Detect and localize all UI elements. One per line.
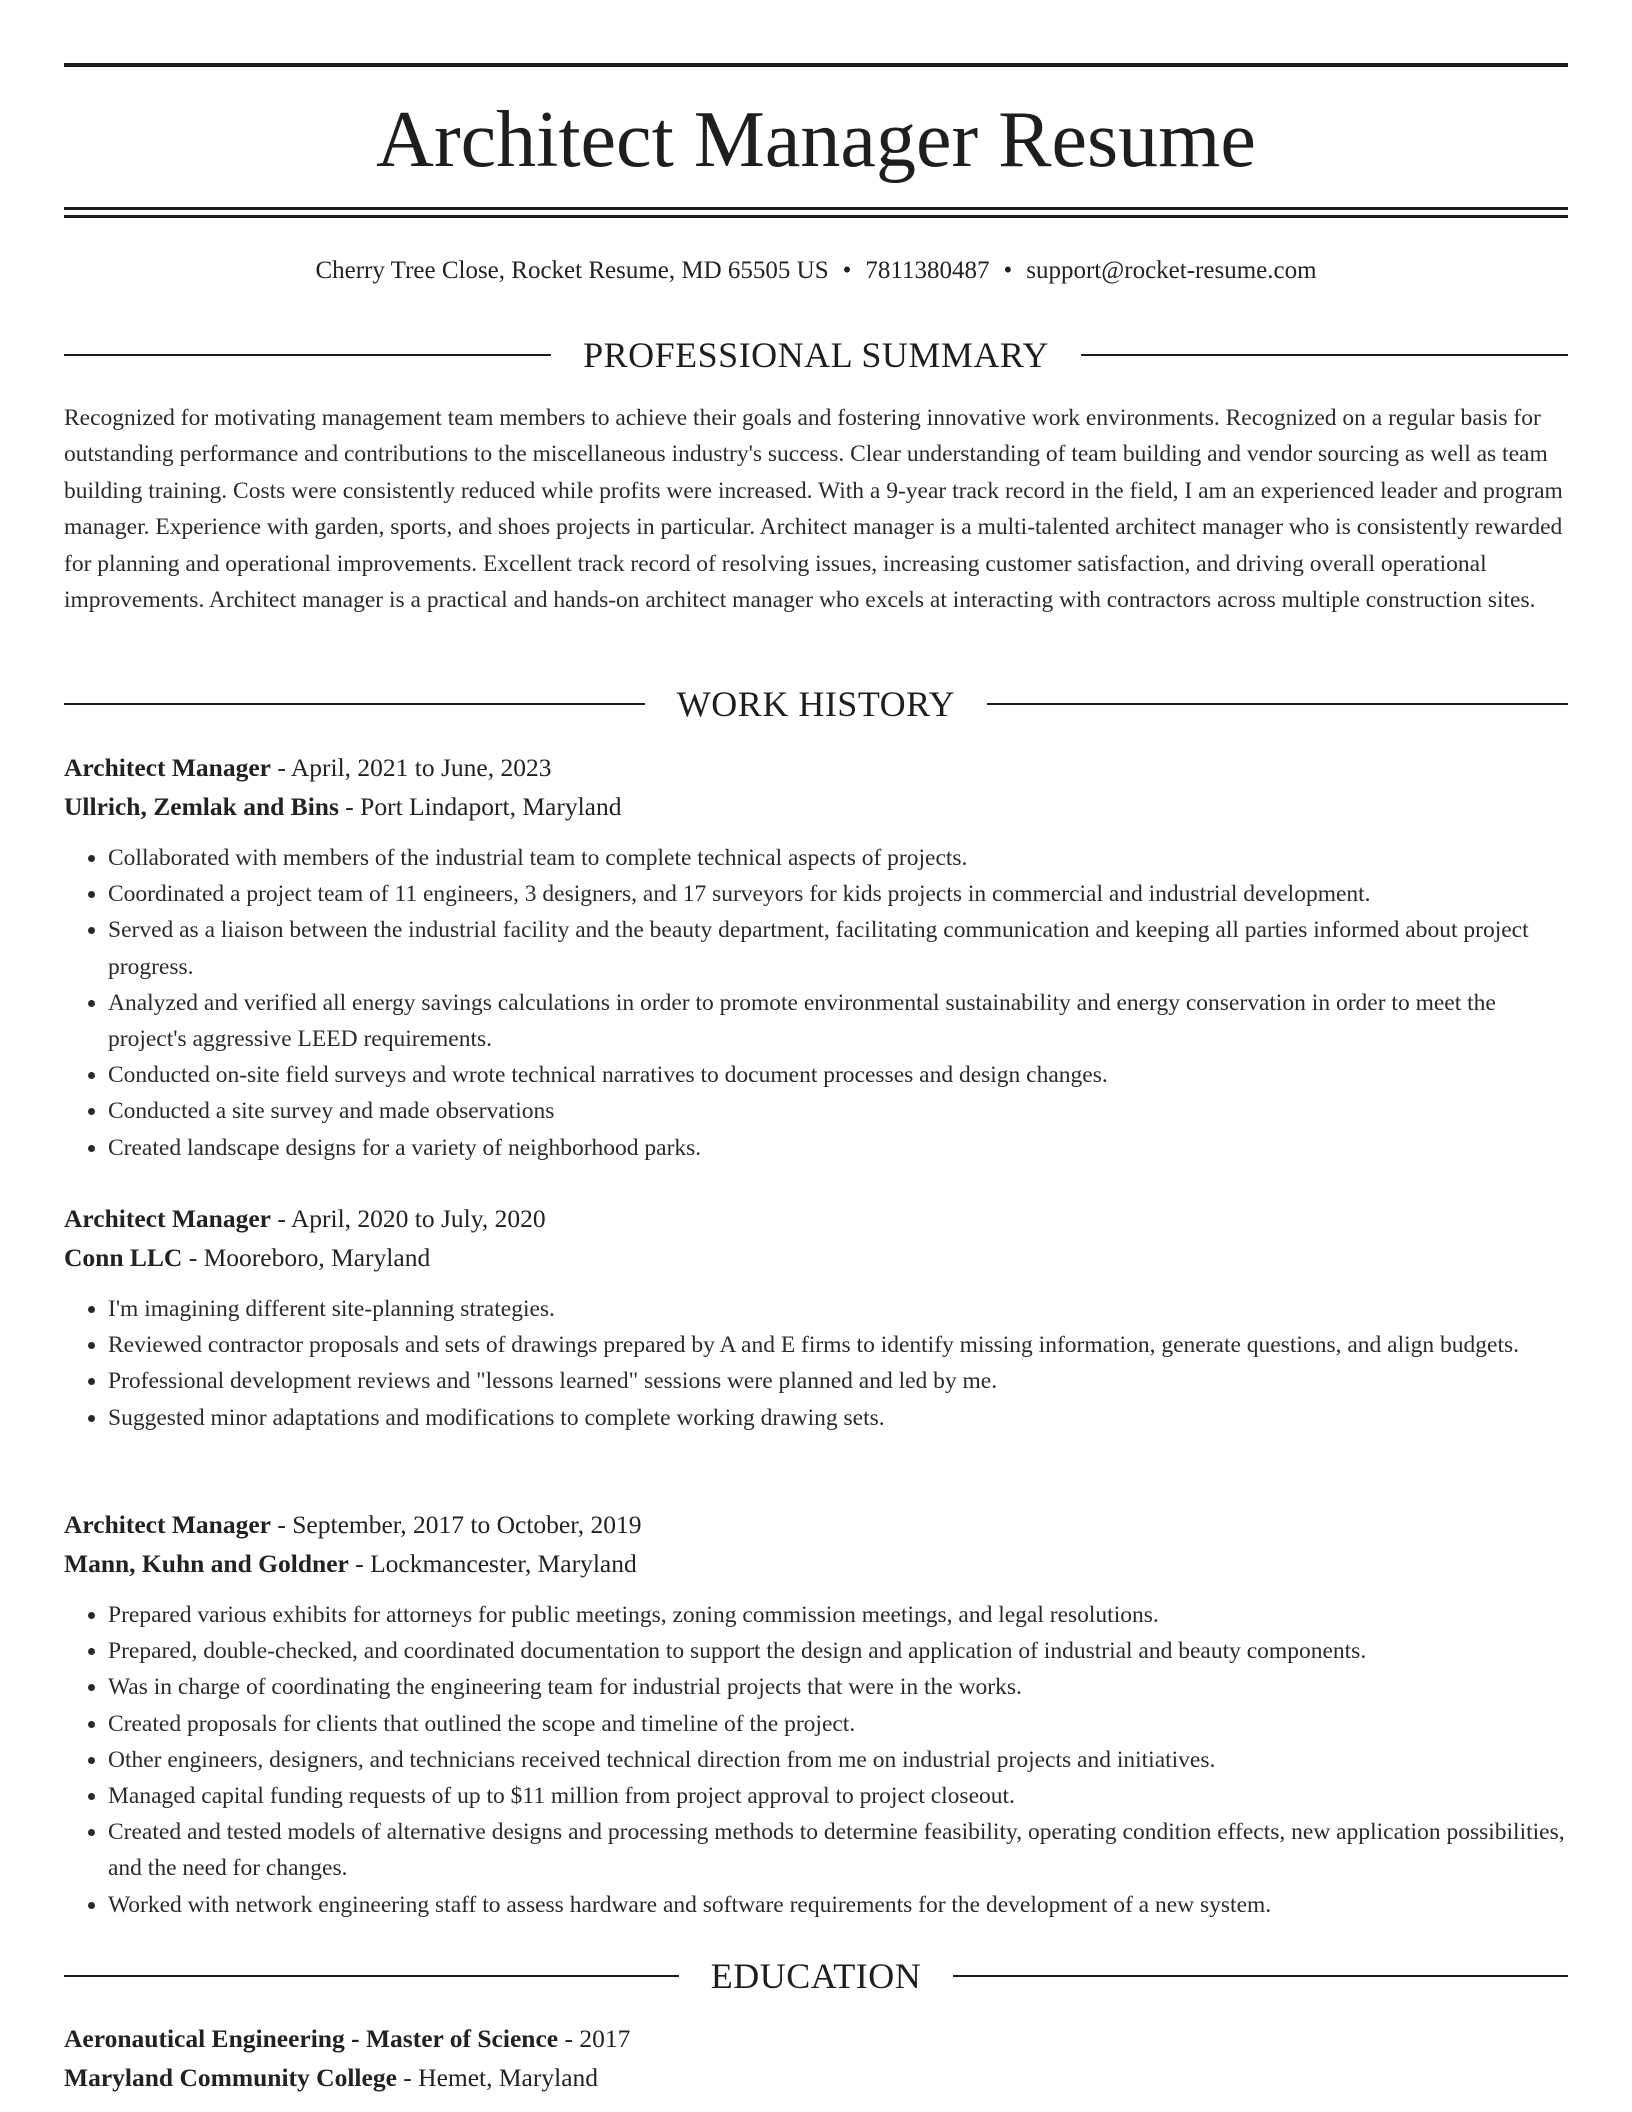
heading-rule: [987, 703, 1568, 705]
education-school-line: Maryland Community College - Hemet, Maryland: [64, 2063, 599, 2092]
job-location: Mooreboro, Maryland: [203, 1243, 431, 1272]
heading-rule: [64, 1975, 679, 1977]
list-item: • Created and tested models of alternative designs and processing methods to determine feasibility, operating condition effects, new application possibilities, and the need for changes.: [108, 1814, 1568, 1886]
job-entry: [64, 1199, 1568, 1436]
job-dates: April, 2021 to June, 2023: [290, 753, 552, 782]
title-rule-upper: [64, 207, 1568, 210]
list-item: • Created proposals for clients that outlined the scope and timeline of the project.: [108, 1706, 1568, 1742]
job-entry: [64, 1505, 1568, 1923]
summary-text: Recognized for motivating management team members to achieve their goals and fostering innovative work environments. Recognized on a regular basis for outstanding performance and contributions to the miscellaneous industry's success. Clear understanding of team building and vendor sourcing as well as team building training. Costs were consistently reduced while profits were increased. With a 9-year track record in the field, I am an experienced leader and program manager. Experience with garden, sports, and shoes projects in particular. Architect manager is a multi-talented architect manager who is consistently rewarded for planning and operational improvements. Excellent track record of resolving issues, increasing customer satisfaction, and driving overall operational improvements. Architect manager is a practical and hands-on architect manager who excels at interacting with contractors across multiple construction sites.: [64, 405, 1563, 614]
job-company: Mann, Kuhn and Goldner: [64, 1549, 349, 1578]
job-company-line: Mann, Kuhn and Goldner - Lockmancester, Maryland: [64, 1549, 637, 1578]
title-rule-lower: [64, 215, 1568, 218]
education-year: 2017: [579, 2024, 631, 2053]
list-item: • Other engineers, designers, and technicians received technical direction from me on industrial projects and initiatives.: [108, 1742, 1568, 1778]
list-item: • Prepared various exhibits for attorneys for public meetings, zoning commission meetings, and legal resolutions.: [108, 1597, 1568, 1633]
contact-email: support@rocket-resume.com: [1026, 257, 1317, 284]
job-company-line: Ullrich, Zemlak and Bins - Port Lindaport, Maryland: [64, 792, 622, 821]
list-item: • Suggested minor adaptations and modifications to complete working drawing sets.: [108, 1400, 1568, 1436]
job-bullets: [64, 1597, 1568, 1923]
contact-separator: •: [1003, 257, 1013, 284]
list-item: • Conducted on-site field surveys and wrote technical narratives to document processes and design changes.: [108, 1057, 1568, 1093]
contact-line: [64, 254, 1568, 288]
job-title-line: Architect Manager - September, 2017 to October, 2019: [64, 1510, 642, 1539]
list-item: • Conducted a site survey and made observations: [108, 1093, 1568, 1129]
job-role: Architect Manager: [64, 1204, 271, 1233]
list-item: • Collaborated with members of the industrial team to complete technical aspects of projects.: [108, 840, 1568, 876]
job-title-line: Architect Manager - April, 2021 to June, 2023: [64, 753, 552, 782]
contact-separator: •: [842, 257, 852, 284]
list-item: • Analyzed and verified all energy savings calculations in order to promote environmental sustainability and energy conservation in order to meet the project's aggressive LEED requirements.: [108, 985, 1568, 1057]
list-item: • Was in charge of coordinating the engineering team for industrial projects that were in the works.: [108, 1669, 1568, 1705]
job-role: Architect Manager: [64, 753, 271, 782]
job-company: Ullrich, Zemlak and Bins: [64, 792, 339, 821]
job-dates: April, 2020 to July, 2020: [290, 1204, 546, 1233]
job-title-line: Architect Manager - April, 2020 to July, 2020: [64, 1204, 546, 1233]
education-degree-line: Aeronautical Engineering - Master of Science - 2017: [64, 2024, 631, 2053]
education-degree: Aeronautical Engineering - Master of Science: [64, 2024, 559, 2053]
heading-rule: [953, 1975, 1568, 1977]
section-title: EDUCATION: [710, 1956, 922, 1996]
list-item: • Reviewed contractor proposals and sets of drawings prepared by A and E firms to identify missing information, generate questions, and align budgets.: [108, 1327, 1568, 1363]
top-rule: [64, 63, 1568, 67]
section-heading-work: [64, 682, 1568, 726]
job-bullets: [64, 840, 1568, 1166]
education-school: Maryland Community College: [64, 2063, 397, 2092]
job-location: Lockmancester, Maryland: [370, 1549, 637, 1578]
list-item: • Managed capital funding requests of up to $11 million from project approval to project closeout.: [108, 1778, 1568, 1814]
list-item: • Served as a liaison between the industrial facility and the beauty department, facilitating communication and keeping all parties informed about project progress.: [108, 912, 1568, 984]
heading-rule: [1081, 354, 1568, 356]
heading-rule: [64, 703, 645, 705]
job-company: Conn LLC: [64, 1243, 183, 1272]
section-title: PROFESSIONAL SUMMARY: [583, 335, 1049, 375]
job-dates: September, 2017 to October, 2019: [292, 1510, 642, 1539]
heading-rule: [64, 354, 551, 356]
job-bullets: [64, 1291, 1568, 1436]
contact-phone: 7811380487: [865, 257, 990, 284]
list-item: • Prepared, double-checked, and coordinated documentation to support the design and application of industrial and beauty components.: [108, 1633, 1568, 1669]
education-entry: [64, 2019, 1568, 2097]
education-location: Hemet, Maryland: [418, 2063, 599, 2092]
list-item: • I'm imagining different site-planning strategies.: [108, 1291, 1568, 1327]
list-item: • Professional development reviews and "lessons learned" sessions were planned and led by me.: [108, 1363, 1568, 1399]
section-heading-education: [64, 1954, 1568, 1998]
contact-address: Cherry Tree Close, Rocket Resume, MD 65505 US: [315, 257, 829, 284]
page-title: Architect Manager Resume: [376, 96, 1256, 184]
job-role: Architect Manager: [64, 1510, 271, 1539]
job-company-line: Conn LLC - Mooreboro, Maryland: [64, 1243, 431, 1272]
list-item: • Created landscape designs for a variety of neighborhood parks.: [108, 1130, 1568, 1166]
list-item: • Coordinated a project team of 11 engineers, 3 designers, and 17 surveyors for kids projects in commercial and industrial development.: [108, 876, 1568, 912]
job-entry: [64, 748, 1568, 1166]
job-location: Port Lindaport, Maryland: [360, 792, 622, 821]
list-item: • Worked with network engineering staff to assess hardware and software requirements for the development of a new system.: [108, 1887, 1568, 1923]
section-title: WORK HISTORY: [676, 684, 956, 724]
section-heading-summary: [64, 333, 1568, 377]
